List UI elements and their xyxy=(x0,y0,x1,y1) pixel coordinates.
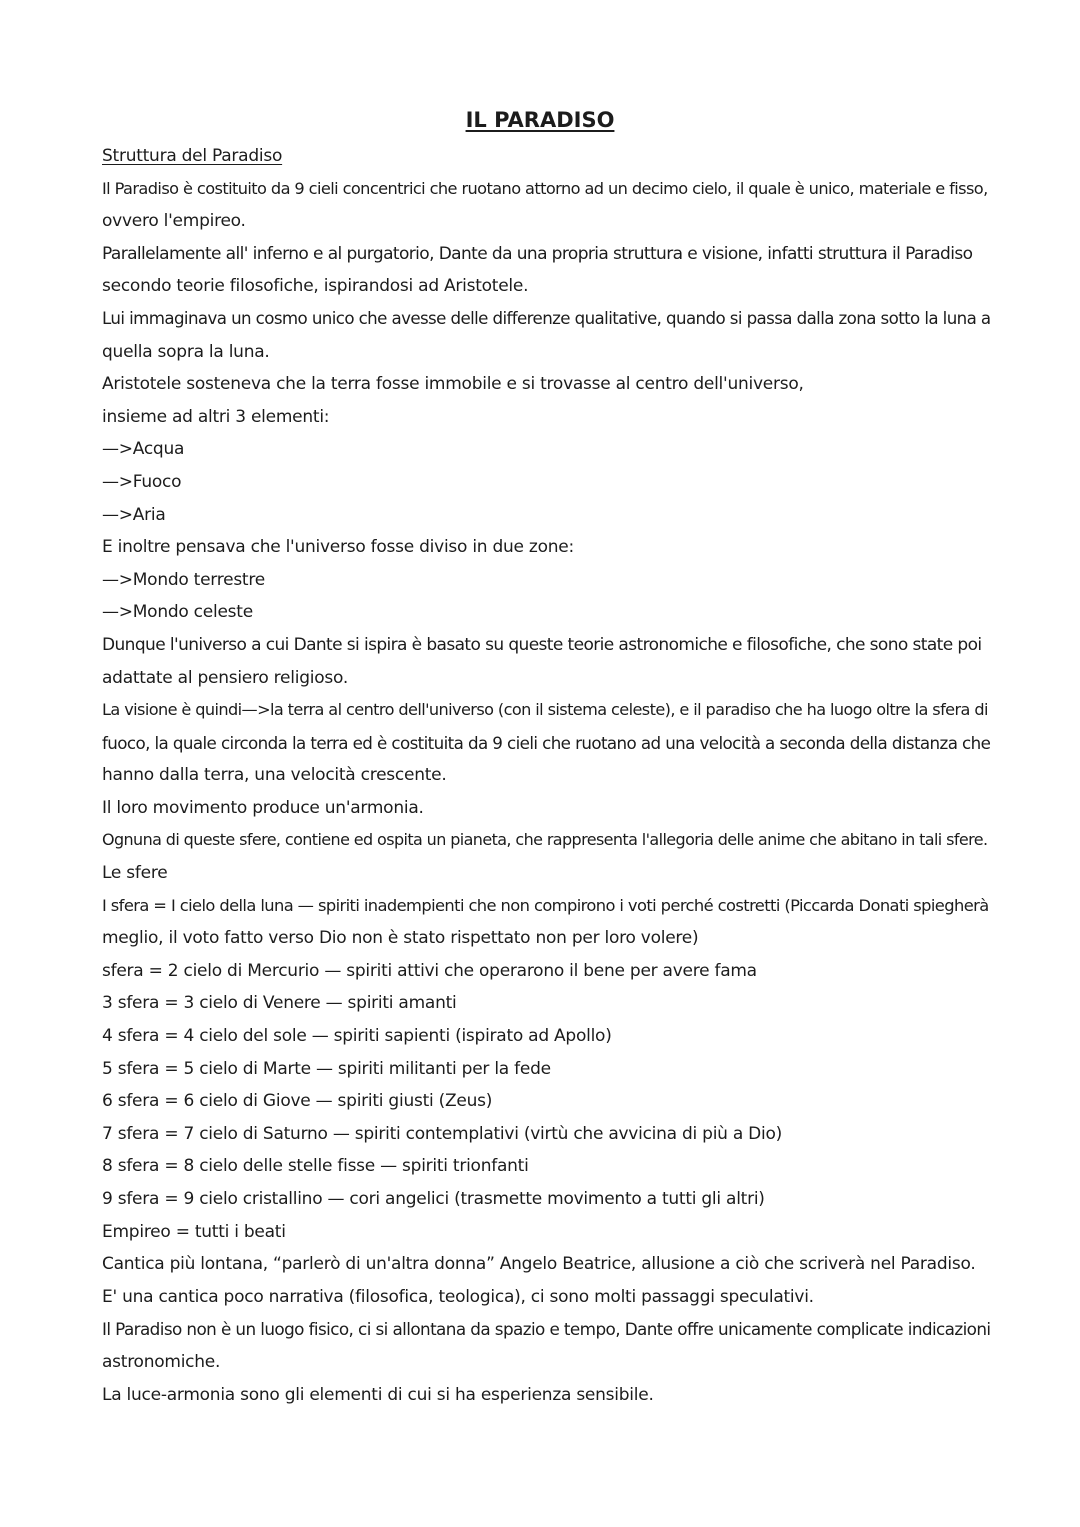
text-line: E inoltre pensava che l'universo fosse diviso in due zone: xyxy=(102,537,574,558)
list-item: —>Mondo celeste xyxy=(102,602,253,623)
text-line: Dunque l'universo a cui Dante si ispira è basato su queste teorie astronomiche e filosofiche, che sono state poi xyxy=(102,634,982,655)
text-line: Parallelamente all' inferno e al purgatorio, Dante da una propria struttura e visione, infatti struttura il Paradiso xyxy=(102,243,973,264)
list-item: —>Fuoco xyxy=(102,471,182,492)
sphere-line: 9 sfera = 9 cielo cristallino — cori angelici (trasmette movimento a tutti gli altri) xyxy=(102,1189,765,1209)
text-line: quella sopra la luna. xyxy=(102,341,270,362)
sphere-line: 4 sfera = 4 cielo del sole — spiriti sapienti (ispirato ad Apollo) xyxy=(102,1026,612,1047)
sphere-line: sfera = 2 cielo di Mercurio — spiriti attivi che operarono il bene per avere fama xyxy=(102,960,757,981)
text-line: fuoco, la quale circonda la terra ed è costituita da 9 cieli che ruotano ad una velocità a seconda della distanza che xyxy=(102,732,991,753)
text-line: Il Paradiso non è un luogo fisico, ci si allontana da spazio e tempo, Dante offre unicamente complicate indicazioni xyxy=(102,1319,991,1340)
sphere-line: 5 sfera = 5 cielo di Marte — spiriti militanti per la fede xyxy=(102,1058,551,1079)
text-line: Lui immaginava un cosmo unico che avesse delle differenze qualitative, quando si passa dalla zona sotto la luna a xyxy=(102,308,991,328)
page-title xyxy=(0,106,1080,134)
sphere-line: 7 sfera = 7 cielo di Saturno — spiriti contemplativi (virtù che avvicina di più a Dio) xyxy=(102,1123,783,1144)
list-item: —>Mondo terrestre xyxy=(102,569,265,590)
text-line: ovvero l'empireo. xyxy=(102,211,246,232)
text-line: Aristotele sosteneva che la terra fosse immobile e si trovasse al centro dell'universo, xyxy=(102,374,804,395)
sphere-line: meglio, il voto fatto verso Dio non è stato rispettato non per loro volere) xyxy=(102,928,699,949)
text-line: Le sfere xyxy=(102,863,168,884)
sphere-line: I sfera = I cielo della luna — spiriti inadempienti che non compirono i voti perché costretti (Piccarda Donati spiegherà xyxy=(102,895,989,915)
section-heading: Struttura del Paradiso xyxy=(102,146,283,166)
text-line: hanno dalla terra, una velocità crescente. xyxy=(102,765,447,786)
sphere-line: 3 sfera = 3 cielo di Venere — spiriti amanti xyxy=(102,993,457,1014)
text-line: La visione è quindi—>la terra al centro dell'universo (con il sistema celeste), e il paradiso che ha luogo oltre la sfera di xyxy=(102,700,988,720)
text-line: insieme ad altri 3 elementi: xyxy=(102,406,330,427)
list-item: —>Acqua xyxy=(102,439,185,460)
text-line: Ognuna di queste sfere, contiene ed ospita un pianeta, che rappresenta l'allegoria delle anime che abitano in tali sfere. xyxy=(102,830,988,850)
text-line: Il loro movimento produce un'armonia. xyxy=(102,797,424,818)
text-line: secondo teorie filosofiche, ispirandosi ad Aristotele. xyxy=(102,276,529,297)
page-title-text: IL PARADISO xyxy=(465,108,615,132)
sphere-line: 6 sfera = 6 cielo di Giove — spiriti giusti (Zeus) xyxy=(102,1091,493,1112)
text-line: adattate al pensiero religioso. xyxy=(102,667,348,688)
list-item: —>Aria xyxy=(102,504,166,525)
text-line: La luce-armonia sono gli elementi di cui si ha esperienza sensibile. xyxy=(102,1384,654,1405)
sphere-line: Empireo = tutti i beati xyxy=(102,1221,286,1242)
sphere-line: 8 sfera = 8 cielo delle stelle fisse — spiriti trionfanti xyxy=(102,1156,529,1177)
text-line: Cantica più lontana, “parlerò di un'altra donna” Angelo Beatrice, allusione a ciò che scriverà nel Paradiso. xyxy=(102,1254,976,1275)
document-body xyxy=(102,140,992,1411)
text-line: Il Paradiso è costituito da 9 cieli concentrici che ruotano attorno ad un decimo cielo, il quale è unico, materiale e fisso, xyxy=(102,178,988,198)
text-line: E' una cantica poco narrativa (filosofica, teologica), ci sono molti passaggi speculativi. xyxy=(102,1286,814,1307)
text-line: astronomiche. xyxy=(102,1351,221,1372)
